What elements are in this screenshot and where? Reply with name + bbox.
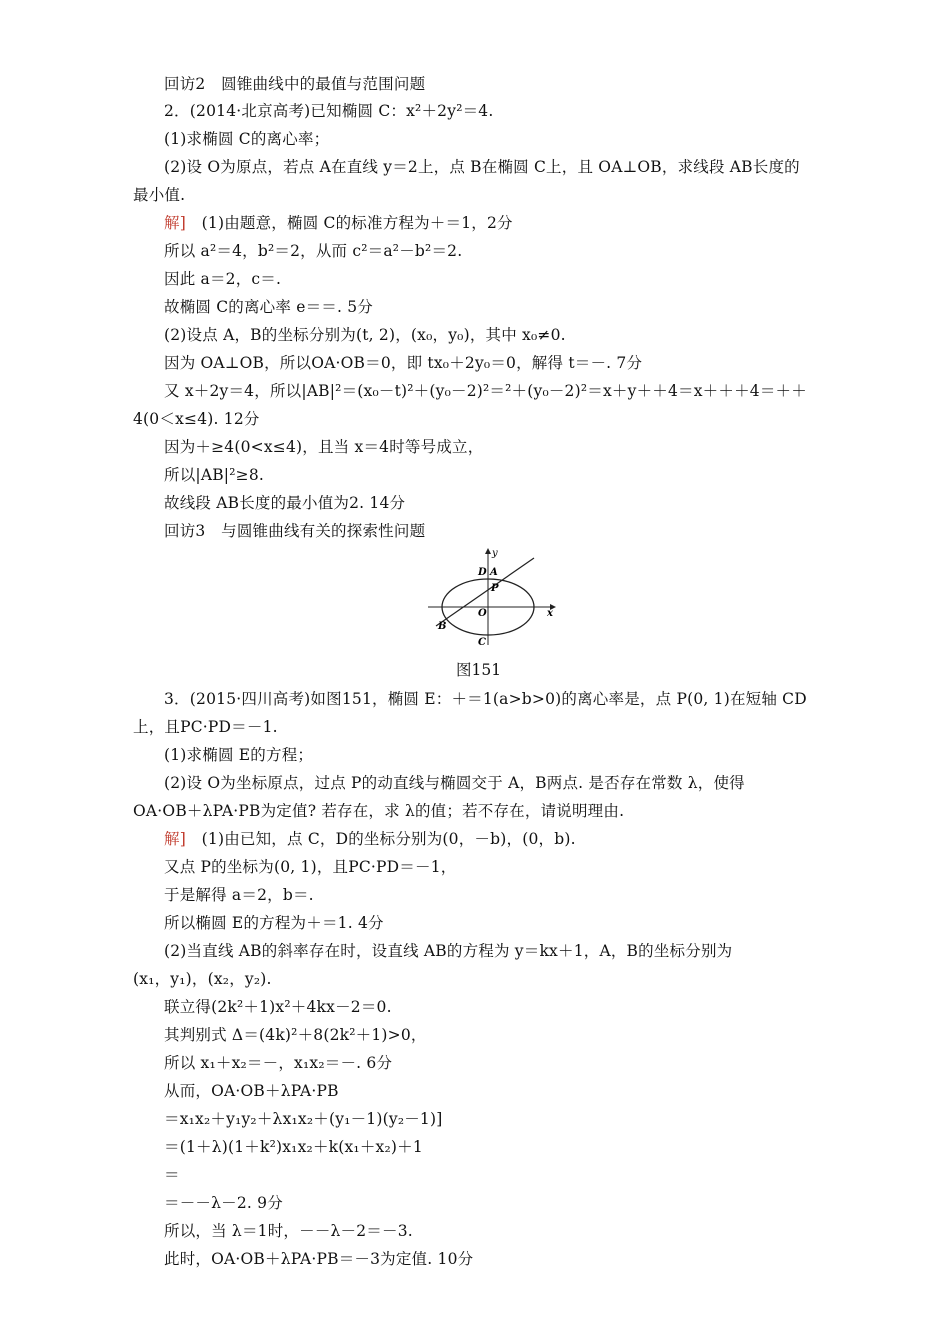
ellipse-figure	[426, 546, 560, 646]
label-A: A	[490, 567, 498, 578]
solution-3-line-12: ＝(1＋λ)(1＋k²)x₁x₂＋k(x₁＋x₂)＋1	[164, 1138, 423, 1156]
solution-3-line-14: ＝－－λ－2. 9分	[164, 1194, 283, 1212]
problem-3-statement-cont: 上，且PC·PD＝－1.	[133, 718, 278, 736]
problem-3-part-2-cont: OA·OB＋λPA·PB为定值? 若存在，求 λ的值；若不存在，请说明理由.	[133, 802, 625, 820]
solution-label: 解]	[164, 214, 186, 232]
solution-label: 解]	[164, 830, 186, 848]
solution-3-line-16: 此时，OA·OB＋λPA·PB＝－3为定值. 10分	[164, 1250, 474, 1268]
problem-3-part-2: (2)设 O为坐标原点，过点 P的动直线与椭圆交于 A，B两点. 是否存在常数 λ，使得	[164, 774, 745, 792]
problem-3-part-1: (1)求椭圆 E的方程；	[164, 746, 314, 764]
solution-3-line-13: ＝	[164, 1166, 180, 1184]
label-C: C	[478, 637, 486, 646]
solution-3-line-15: 所以，当 λ＝1时，－－λ－2＝－3.	[164, 1222, 413, 1240]
solution-2-line-4: 故椭圆 C的离心率 e＝＝. 5分	[164, 298, 374, 316]
solution-text: (1)由已知，点 C，D的坐标分别为(0，－b)，(0，b).	[185, 830, 576, 848]
y-axis-arrow	[485, 548, 491, 554]
solution-2-line-1	[164, 213, 513, 233]
solution-3-line-10: 从而，OA·OB＋λPA·PB	[164, 1082, 339, 1100]
solution-2-line-5: (2)设点 A，B的坐标分别为(t, 2)，(x₀，y₀)，其中 x₀≠0.	[164, 326, 566, 344]
solution-2-line-9: 因为＋≥4(0<x≤4)，且当 x＝4时等号成立，	[164, 438, 484, 456]
solution-2-line-8: 4(0＜x≤4). 12分	[133, 410, 260, 428]
solution-text: (1)由题意，椭圆 C的标准方程为＋＝1，2分	[185, 214, 513, 232]
problem-2-part-1: (1)求椭圆 C的离心率；	[164, 130, 330, 148]
solution-3-line-6: (x₁，y₁)，(x₂，y₂).	[133, 970, 272, 988]
problem-2-part-2-cont: 最小值.	[133, 186, 186, 204]
solution-3-line-9: 所以 x₁＋x₂＝－，x₁x₂＝－. 6分	[164, 1054, 393, 1072]
label-P: P	[491, 583, 499, 594]
solution-2-line-6: 因为 OA⊥OB，所以OA·OB＝0，即 tx₀＋2y₀＝0，解得 t＝－. 7分	[164, 354, 643, 372]
label-O: O	[478, 608, 487, 619]
solution-3-line-1	[164, 829, 576, 849]
label-y: y	[492, 548, 498, 559]
section-heading-review-2: 回访2 圆锥曲线中的最值与范围问题	[164, 75, 426, 93]
solution-2-line-7: 又 x＋2y＝4，所以|AB|²＝(x₀－t)²＋(y₀－2)²＝²＋(y₀－2)²＝x＋y＋＋4＝x＋＋＋4＝＋＋	[164, 382, 807, 400]
problem-2-statement: 2．(2014·北京高考)已知椭圆 C：x²＋2y²＝4.	[164, 102, 494, 120]
solution-2-line-10: 所以|AB|²≥8.	[164, 466, 265, 484]
solution-3-line-5: (2)当直线 AB的斜率存在时，设直线 AB的方程为 y＝kx＋1，A，B的坐标分别为	[164, 942, 733, 960]
solution-3-line-11: ＝x₁x₂＋y₁y₂＋λx₁x₂＋(y₁－1)(y₂－1)]	[164, 1110, 443, 1128]
solution-2-line-3: 因此 a＝2，c＝.	[164, 270, 282, 288]
problem-3-statement: 3．(2015·四川高考)如图151，椭圆 E：＋＝1(a>b>0)的离心率是，点 P(0, 1)在短轴 CD	[164, 690, 807, 708]
section-heading-review-3: 回访3 与圆锥曲线有关的探索性问题	[164, 522, 426, 540]
solution-3-line-4: 所以椭圆 E的方程为＋＝1. 4分	[164, 914, 384, 932]
problem-2-part-2: (2)设 O为原点，若点 A在直线 y＝2上，点 B在椭圆 C上，且 OA⊥OB，求线段 AB长度的	[164, 158, 800, 176]
label-D: D	[478, 567, 487, 578]
label-B: B	[438, 621, 447, 632]
solution-2-line-2: 所以 a²＝4，b²＝2，从而 c²＝a²－b²＝2.	[164, 242, 463, 260]
solution-3-line-2: 又点 P的坐标为(0, 1)，且PC·PD＝－1，	[164, 858, 457, 876]
figure-caption: 图151	[456, 661, 502, 679]
solution-2-line-11: 故线段 AB长度的最小值为2. 14分	[164, 494, 406, 512]
solution-3-line-3: 于是解得 a＝2，b＝.	[164, 886, 314, 904]
label-x: x	[547, 608, 553, 619]
solution-3-line-7: 联立得(2k²＋1)x²＋4kx－2＝0.	[164, 998, 392, 1016]
solution-3-line-8: 其判别式 Δ＝(4k)²＋8(2k²＋1)>0，	[164, 1026, 427, 1044]
